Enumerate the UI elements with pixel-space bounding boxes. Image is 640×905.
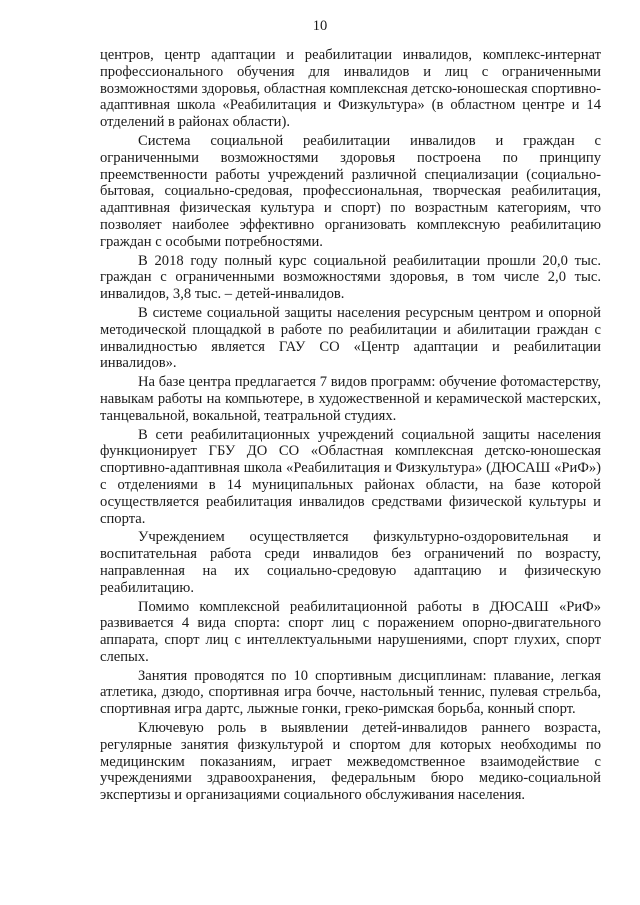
document-body xyxy=(100,47,601,806)
paragraph-2018-statistics: В 2018 году полный курс социальной реабилитации прошли 20,0 тыс. граждан с ограниченными возможностями здоровья, в том числе 2,0 тыс. инвалидов, 3,8 тыс. – детей-инвалидов. xyxy=(100,252,601,303)
paragraph-sport-disciplines: Занятия проводятся по 10 спортивным дисциплинам: плавание, легкая атлетика, дзюдо, спортивная игра бочче, настольный теннис, пулевая стрельба, спортивная игра дартс, лыжные гонки, греко-римская борьба, конный спорт. xyxy=(100,667,601,718)
paragraph-continuation: центров, центр адаптации и реабилитации инвалидов, комплекс-интернат профессионального обучения для инвалидов и лиц с ограниченными возможностями здоровья, областная комплексная детско-юношеская спортивно-адаптивная школа «Реабилитация и Физкультура» (в областном центре и 14 отделений в районах области). xyxy=(100,47,601,131)
paragraph-rehabilitation-system: Система социальной реабилитации инвалидов и граждан с ограниченными возможностями здоровья построена по принципу преемственности работы учреждений различной специализации (социально-бытовая, социально-средовая, профессиональная, творческая реабилитация, адаптивная физическая культура и спорт) по возрастным категориям, что позволяет наиболее эффективно организовать комплексную реабилитацию граждан с особыми потребностями. xyxy=(100,132,601,250)
paragraph-key-role: Ключевую роль в выявлении детей-инвалидов раннего возраста, регулярные занятия физкультурой и спортом для которых необходимы по медицинским показаниям, играет межведомственное взаимодействие с учреждениями здравоохранения, федеральным бюро медико-социальной экспертизы и организациями социального обслуживания населения. xyxy=(100,720,601,804)
paragraph-sport-types: Помимо комплексной реабилитационной работы в ДЮСАШ «РиФ» развивается 4 вида спорта: спорт лиц с поражением опорно-двигательного аппарата, спорт лиц с интеллектуальными нарушениями, спорт глухих, спорт слепых. xyxy=(100,598,601,665)
paragraph-center-programs: На базе центра предлагается 7 видов программ: обучение фотомастерству, навыкам работы на компьютере, в художественной и керамической мастерских, танцевальной, вокальной, театральной студиях. xyxy=(100,374,601,424)
page-number: 10 xyxy=(312,18,328,34)
paragraph-institution-work: Учреждением осуществляется физкультурно-оздоровительная и воспитательная работа среди инвалидов без ограничений по возрасту, направленная на их социально-средовую адаптацию и физическую реабилитацию. xyxy=(100,529,601,596)
paragraph-sports-school: В сети реабилитационных учреждений социальной защиты населения функционирует ГБУ ДО СО «Областная комплексная детско-юношеская спортивно-адаптивная школа «Реабилитация и Физкультура» (ДЮСАШ «РиФ») с отделениями в 14 муниципальных районах области, на базе которой осуществляется реабилитация инвалидов средствами физической культуры и спорта. xyxy=(100,426,601,527)
paragraph-resource-center: В системе социальной защиты населения ресурсным центром и опорной методической площадкой в работе по реабилитации и абилитации граждан с инвалидностью является ГАУ СО «Центр адаптации и реабилитации инвалидов». xyxy=(100,304,601,372)
